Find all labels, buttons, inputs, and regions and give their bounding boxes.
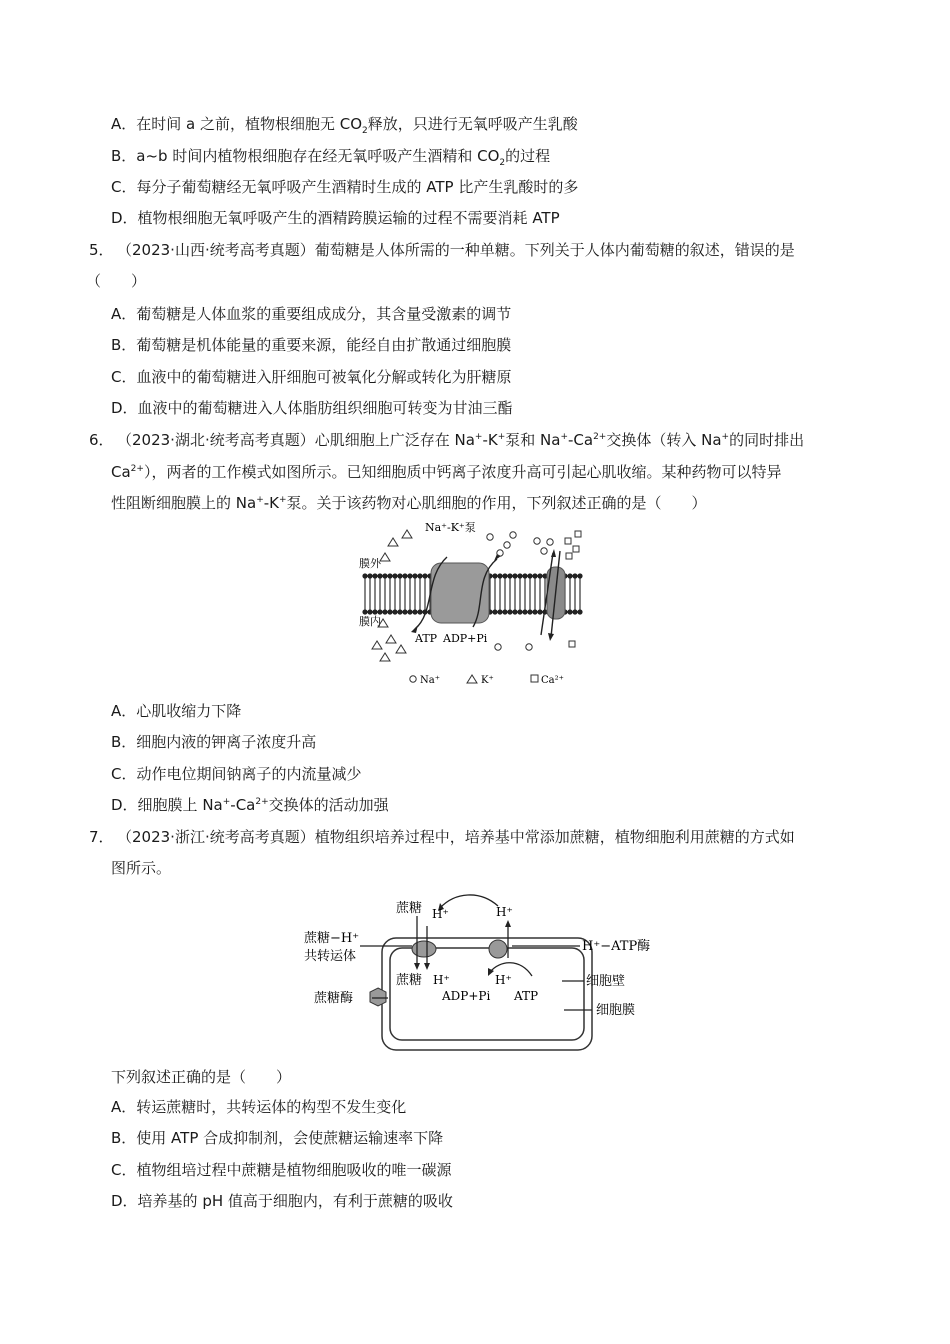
legend-ca: Ca²⁺ <box>541 675 564 686</box>
legend-k: K⁺ <box>481 675 494 686</box>
q5-number: 5． <box>89 241 114 259</box>
sucrose-outside-label: 蔗糖 <box>396 901 423 916</box>
membrane-transport-diagram <box>355 517 595 692</box>
h-atpase-label: H⁺−ATP酶 <box>582 939 651 954</box>
cotransporter-label-2: 共转运体 <box>304 949 357 964</box>
sucrase-label: 蔗糖酶 <box>314 991 354 1006</box>
outside-label: 膜外 <box>359 557 381 570</box>
legend <box>410 675 564 686</box>
q5-stem-line1: （2023·山西·统考高考真题）葡萄糖是人体所需的一种单糖。下列关于人体内葡萄糖的叙述，错误的是 <box>117 241 795 259</box>
cell-membrane-label: 细胞膜 <box>596 1003 636 1018</box>
q7-stem-line1: （2023·浙江·统考高考真题）植物组织培养过程中，培养基中常添加蔗糖，植物细胞利用蔗糖的方式如 <box>117 828 795 846</box>
adp-label: ADP+Pi <box>443 632 488 645</box>
q6-option-b: B．细胞内液的钾离子浓度升高 <box>111 733 317 751</box>
sucrase-shape <box>370 988 386 1006</box>
q6-option-c: C．动作电位期间钠离子的内流量减少 <box>111 765 362 783</box>
q7-stem-line2: 图所示。 <box>111 859 172 877</box>
q6-option-a: A．心肌收缩力下降 <box>111 702 242 720</box>
q4-option-b: B．a~b 时间内植物根细胞存在经无氧呼吸产生酒精和 $CO_2$的过程 <box>111 147 551 168</box>
q4-option-a: A．在时间 a 之前，植物根细胞无 $CO_2$释放，只进行无氧呼吸产生乳酸 <box>111 115 578 136</box>
legend-k-marker <box>467 675 477 683</box>
inside-label: 膜内 <box>359 615 381 628</box>
legend-na: Na⁺ <box>420 675 440 686</box>
q7-option-b: B．使用 ATP 合成抑制剂，会使蔗糖运输速率下降 <box>111 1129 444 1147</box>
q6-stem-line1: （2023·湖北·统考高考真题）心肌细胞上广泛存在 Na+-K+泵和 $Na^+-Ca^{2+}$交换体（转入 Na+的同时排出 <box>117 431 805 449</box>
cotransporter-label: 蔗糖−H⁺ <box>304 931 360 946</box>
sucrose-uptake-diagram <box>300 888 665 1058</box>
q7-question: 下列叙述正确的是（ ） <box>111 1068 292 1086</box>
q7-option-c: C．植物组培过程中蔗糖是植物细胞吸收的唯一碳源 <box>111 1161 452 1179</box>
q7-number: 7． <box>89 828 114 846</box>
legend-ca-marker <box>531 675 538 682</box>
sucrose-inside-label: 蔗糖 <box>396 973 423 988</box>
q5-option-a: A．葡萄糖是人体血浆的重要组成成分，其含量受激素的调节 <box>111 305 512 323</box>
q6-option-d: D．细胞膜上 $Na^+-Ca^{2+}$交换体的活动加强 <box>111 796 389 814</box>
q6-stem-line2: $Ca^{2+}$），两者的工作模式如图所示。已知细胞质中钙离子浓度升高可引起心肌收缩。某种药物可以特异 <box>111 463 782 481</box>
h-outside-label-2: H⁺ <box>496 905 513 919</box>
q5-option-c: C．血液中的葡萄糖进入肝细胞可被氧化分解或转化为肝糖原 <box>111 368 512 386</box>
cotransporter-shape <box>412 941 436 957</box>
pump-label: Na⁺-K⁺泵 <box>425 521 476 534</box>
h-outside-label-1: H⁺ <box>432 907 449 921</box>
q6-stem-line3: 性阻断细胞膜上的 Na+-K+泵。关于该药物对心肌细胞的作用，下列叙述正确的是（ ） <box>111 494 707 512</box>
q4-option-d: D．植物根细胞无氧呼吸产生的酒精跨膜运输的过程不需要消耗 ATP <box>111 209 560 227</box>
h-inside-label-1: H⁺ <box>433 973 450 987</box>
atp-inside-label: ATP <box>514 989 539 1003</box>
adp-pi-label: ADP+Pi <box>442 989 491 1003</box>
na-k-pump-protein <box>431 563 489 623</box>
cell-wall-label: 细胞壁 <box>586 974 626 989</box>
q4-option-c: C．每分子葡萄糖经无氧呼吸产生酒精时生成的 ATP 比产生乳酸时的多 <box>111 178 579 196</box>
h-atpase-shape <box>489 940 507 958</box>
q5-option-b: B．葡萄糖是机体能量的重要来源，能经自由扩散通过细胞膜 <box>111 336 512 354</box>
q7-option-a: A．转运蔗糖时，共转运体的构型不发生变化 <box>111 1098 407 1116</box>
q5-option-d: D．血液中的葡萄糖进入人体脂肪组织细胞可转变为甘油三酯 <box>111 399 513 417</box>
h-inside-label-2: H⁺ <box>495 973 512 987</box>
q5-stem-line2: （ ） <box>86 272 147 290</box>
legend-na-marker <box>410 676 416 682</box>
q7-option-d: D．培养基的 pH 值高于细胞内，有利于蔗糖的吸收 <box>111 1192 453 1210</box>
q6-number: 6． <box>89 431 114 449</box>
atp-label: ATP <box>415 632 438 645</box>
